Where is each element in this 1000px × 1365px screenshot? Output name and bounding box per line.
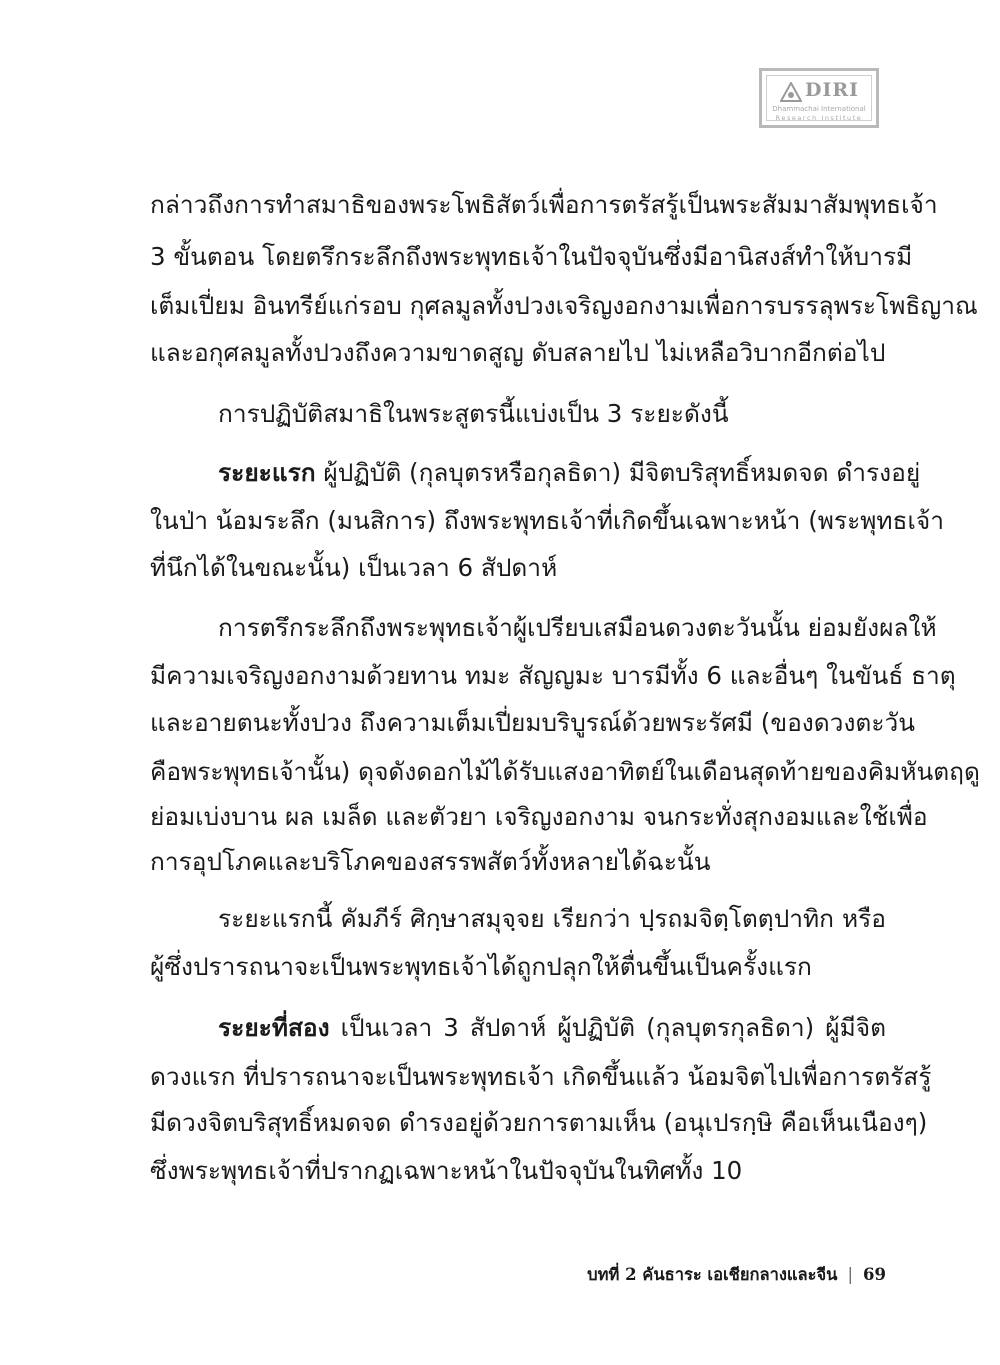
text-line: คือพระพุทธเจ้านั้น) ดุจดังดอกไม้ได้รับแสงอาทิตย์ในเดือนสุดท้ายของคิมหันตฤดู [150,757,980,786]
stage-two-text: เป็นเวลา 3 สัปดาห์ ผู้ปฏิบัติ (กุลบุตรกุลธิดา) ผู้มีจิต [340,1013,886,1042]
text-line: มีดวงจิตบริสุทธิ์หมดจด ดำรงอยู่ด้วยการตามเห็น (อนุเปรกฺษิ คือเห็นเนืองๆ) [150,1108,928,1137]
text-line: ในป่า น้อมระลึก (มนสิการ) ถึงพระพุทธเจ้าที่เกิดขึ้นเฉพาะหน้า (พระพุทธเจ้า [150,506,944,535]
page-footer [560,1262,886,1288]
stage-one-text: ผู้ปฏิบัติ (กุลบุตรหรือกุลธิดา) มีจิตบริสุทธิ์หมดจด ดำรงอยู่ [323,458,921,487]
stage-one-line [150,456,921,490]
text-line: ซึ่งพระพุทธเจ้าที่ปรากฏเฉพาะหน้าในปัจจุบันในทิศทั้ง 10 [150,1156,743,1185]
text-line: ผู้ซึ่งปรารถนาจะเป็นพระพุทธเจ้าได้ถูกปลุกให้ตื่นขึ้นเป็นครั้งแรก [150,952,812,981]
text-line: 3 ขั้นตอน โดยตรึกระลึกถึงพระพุทธเจ้าในปัจจุบันซึ่งมีอานิสงส์ทำให้บารมี [150,242,913,271]
footer-separator: | [847,1265,854,1284]
text-line: มีความเจริญงอกงามด้วยทาน ทมะ สัญญมะ บารมีทั้ง 6 และอื่นๆ ในขันธ์ ธาตุ [150,661,956,690]
stage-two-heading: ระยะที่สอง [218,1013,330,1042]
text-line: เต็มเปี่ยม อินทรีย์แก่รอบ กุศลมูลทั้งปวงเจริญงอกงามเพื่อการบรรลุพระโพธิญาณ [150,291,978,320]
dhammachai-emblem-icon [780,82,802,102]
logo-frame [766,75,872,121]
text-line: ที่นึกได้ในขณะนั้น) เป็นเวลา 6 สัปดาห์ [150,553,558,582]
text-line: การอุปโภคและบริโภคของสรรพสัตว์ทั้งหลายได้ฉะนั้น [150,847,711,876]
text-line: ดวงแรก ที่ปรารถนาจะเป็นพระพุทธเจ้า เกิดขึ้นแล้ว น้อมจิตไปเพื่อการตรัสรู้ [150,1062,932,1091]
diri-logo [759,68,879,128]
text-line: ระยะแรกนี้ คัมภีร์ ศิกฺษาสมุจฺจย เรียกว่า ปฺรถมจิตฺโตตฺปาทิก หรือ [218,904,886,933]
stage-one-heading: ระยะแรก [218,458,316,487]
text-line: การปฏิบัติสมาธิในพระสูตรนี้แบ่งเป็น 3 ระยะดังนี้ [218,399,729,428]
logo-subtitle-2: Research Institute [775,114,863,122]
logo-subtitle-1: Dhammachai International [772,105,866,113]
chapter-title: บทที่ 2 คันธาระ เอเชียกลางและจีน [587,1265,838,1284]
page-number: 69 [863,1265,886,1284]
stage-two-line [150,1011,886,1045]
text-line: กล่าวถึงการทำสมาธิของพระโพธิสัตว์เพื่อการตรัสรู้เป็นพระสัมมาสัมพุทธเจ้า [150,190,938,219]
logo-name: DIRI [805,79,860,101]
text-line: การตรึกระลึกถึงพระพุทธเจ้าผู้เปรียบเสมือนดวงตะวันนั้น ย่อมยังผลให้ [218,613,937,642]
text-line: และอายตนะทั้งปวง ถึงความเต็มเปี่ยมบริบูรณ์ด้วยพระรัศมี (ของดวงตะวัน [150,708,915,737]
text-line: และอกุศลมูลทั้งปวงถึงความขาดสูญ ดับสลายไป ไม่เหลือวิบากอีกต่อไป [150,338,886,367]
text-line: ย่อมเบ่งบาน ผล เมล็ด และตัวยา เจริญงอกงาม จนกระทั่งสุกงอมและใช้เพื่อ [150,802,928,831]
